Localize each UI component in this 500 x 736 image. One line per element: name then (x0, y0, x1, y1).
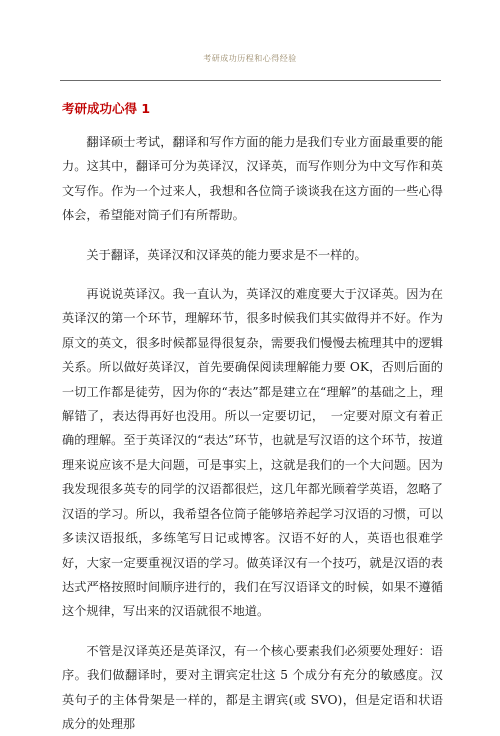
paragraph: 翻译硕士考试，翻译和写作方面的能力是我们专业方面最重要的能力。这其中，翻译可分为英译汉，汉译英，而写作则分为中文写作和英文写作。作为一个过来人，我想和各位筒子谈谈我在这方面的一些心得体会，希望能对筒子们有所帮助。 (62, 135, 443, 223)
header-divider (60, 80, 441, 81)
paragraph: 不管是汉译英还是英译汉，有一个核心要素我们必须要处理好：语序。我们做翻译时，要对主谓宾定壮这 5 个成分有充分的敏感度。汉英句子的主体骨架是一样的，都是主谓宾(或 SVO)，但是定语和状语成分的处理那 (62, 643, 443, 731)
document-title: 考研成功心得 1 (62, 101, 151, 116)
running-header: 考研成功历程和心得经验 (203, 54, 297, 63)
paragraph: 再说说英译汉。我一直认为，英译汉的难度要大于汉译英。因为在英译汉的第一个环节，理解环节，很多时候我们其实做得并不好。作为原文的英文，很多时候都显得很复杂，需要我们慢慢去梳理其中的逻辑关系。所以做好英译汉，首先要确保阅读理解能力要 OK，否则后面的一切工作都是徒劳，因为你的“表达”都是建立在“理解”的基础之上，理解错了，表达得再好也没用。所以一定要切记， 一定要对原文有着正确的理解。至于英译汉的“表达”环节，也就是写汉语的这个环节，按道理来说应该不是大问题，可是事实上，这就是我们的一个大问题。因为我发现很多英专的同学的汉语都很烂，这几年都光顾着学英语，忽略了汉语的学习。所以，我希望各位筒子能够培养起学习汉语的习惯，可以多读汉语报纸，多练笔写日记或博客。汉语不好的人，英语也很难学好，大家一定要重视汉语的学习。做英译汉有一个技巧，就是汉语的表达式严格按照时间顺序进行的，我们在写汉语译文的时候，如果不遵循这个规律，写出来的汉语就很不地道。 (62, 287, 443, 619)
paragraph: 关于翻译，英译汉和汉译英的能力要求是不一样的。 (86, 247, 367, 262)
document-body (62, 130, 443, 736)
